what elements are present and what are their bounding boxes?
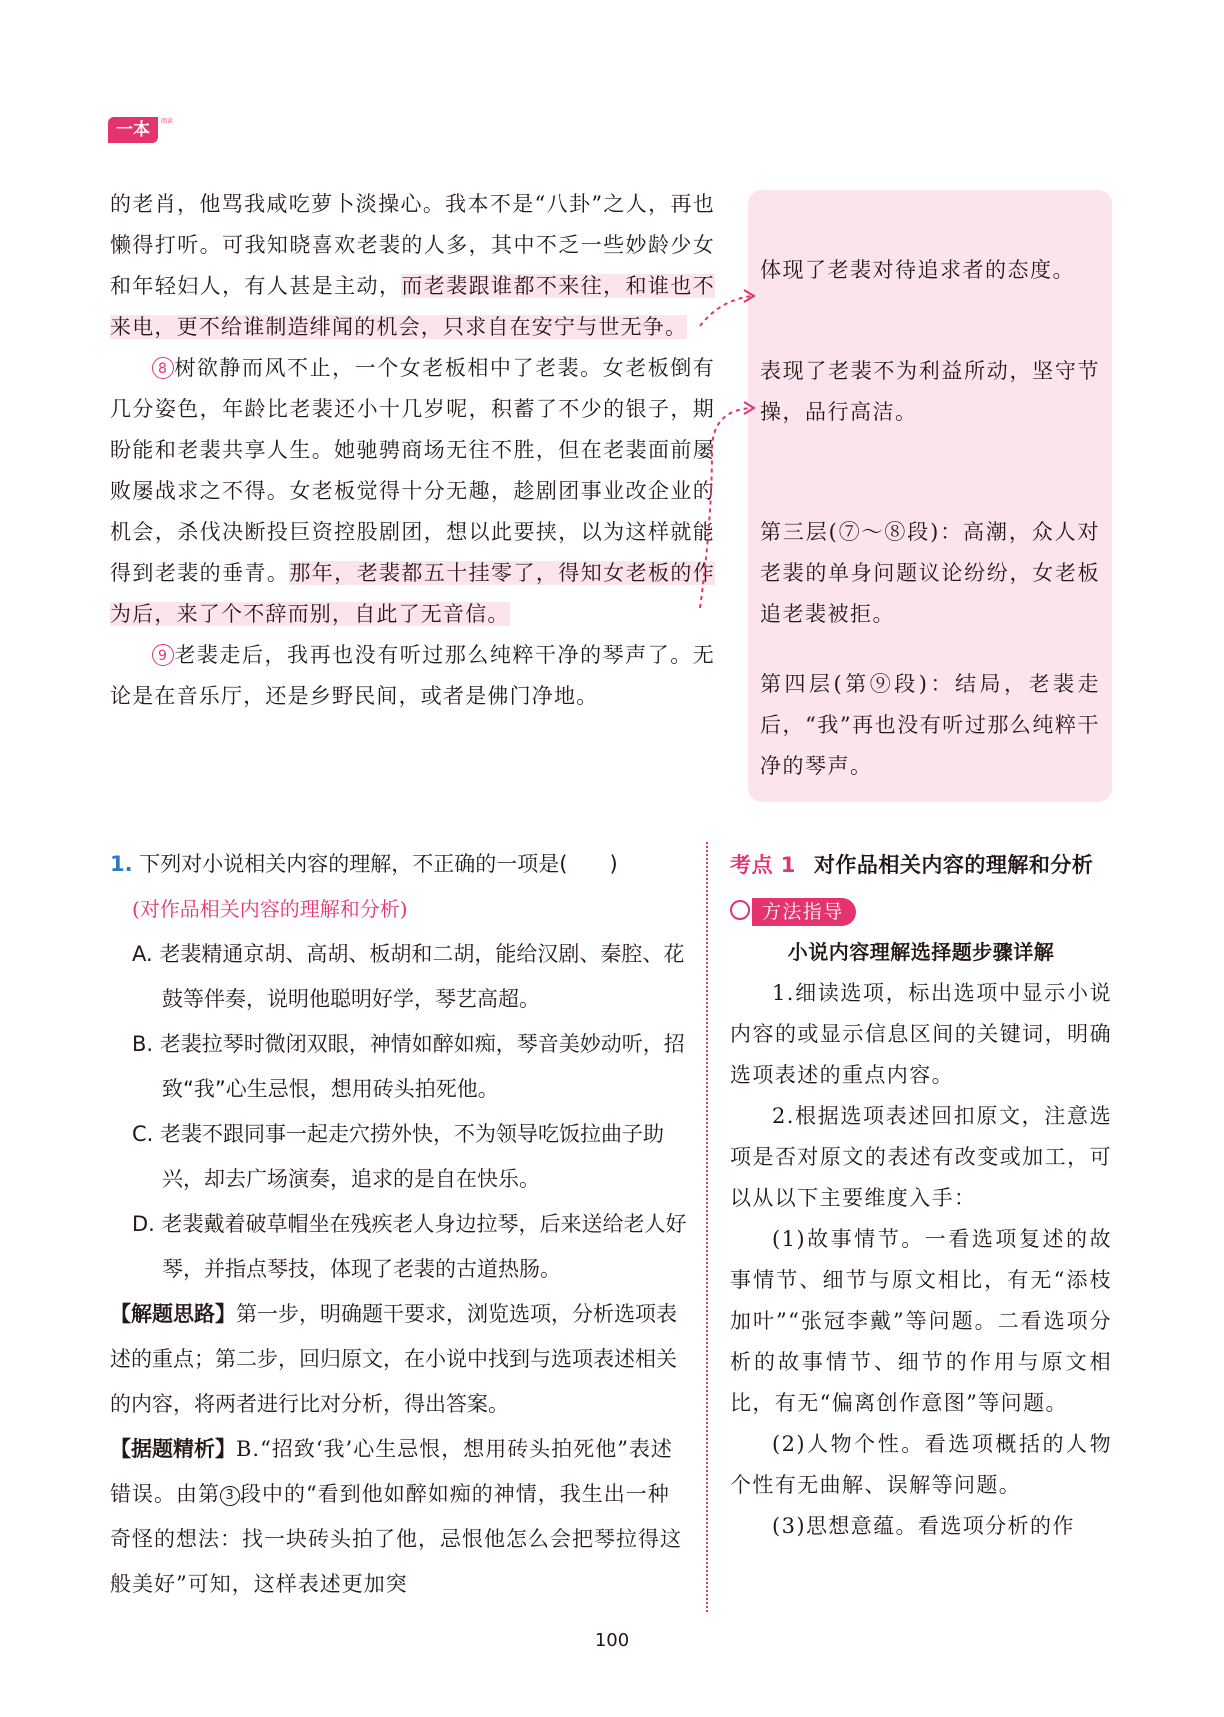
kaodian-label: 考点 1	[730, 853, 796, 877]
option-d: D. 老裴戴着破草帽坐在残疾老人身边拉琴，后来送给老人好琴，并指点琴技，体现了老裴的古道热肠。	[132, 1212, 687, 1281]
question-stem	[110, 842, 688, 887]
kaodian-heading	[730, 842, 1112, 888]
question-number: 1.	[110, 852, 133, 876]
annotation-note: 表现了老裴不为利益所动，坚守节操，品行高洁。	[760, 359, 1100, 424]
method-paragraph: 2.根据选项表述回扣原文，注意选项是否对原文的表述有改变或加工，可以从以下主要维度入手：	[730, 1104, 1112, 1210]
paragraph-text: 树欲静而风不止，一个女老板相中了老裴。女老板倒有几分姿色，年龄比老裴还小十几岁呢，积蓄了不少的银子，期盼能和老裴共享人生。她驰骋商场无往不胜，但在老裴面前屡败屡战求之不得。女老板觉得十分无趣，趁剧团事业改企业的机会，杀伐决断投巨资控股剧团，想以此要挟，以为这样就能得到老裴的垂青。	[110, 356, 715, 585]
analysis-section	[110, 1427, 688, 1607]
kaodian-title: 对作品相关内容的理解和分析	[813, 853, 1094, 877]
question-column	[110, 842, 688, 1607]
highlighted-text: 而老裴跟谁都不来往，和谁也不来电，更不给谁制造绯闻的机会，只求自在安宁与世无争。	[110, 274, 715, 339]
approach-section	[110, 1292, 688, 1427]
analysis-text: 段中的“看到他如醉如痴的神情，我生出一种奇怪的想法：找一块砖头拍了他，忌恨他怎么会把琴拉得这般美好”可知，这样表述更加突	[110, 1482, 682, 1596]
paragraph-number: 3	[220, 1486, 240, 1506]
question-stem-text: 下列对小说相关内容的理解，不正确的一项是( )	[139, 852, 618, 876]
method-badge-label: 方法指导	[762, 901, 844, 923]
option-b: B. 老裴拉琴时微闭双眼，神情如醉如痴，琴音美妙动听，招致“我”心生忌恨，想用砖头拍死他。	[132, 1032, 685, 1101]
highlighted-text: 那年，老裴都五十挂零了，得知女老板的作为后，来了个不辞而别，自此了无音信。	[110, 561, 715, 626]
paragraph-text: 的老肖，他骂我咸吃萝卜淡操心。我本不是“八卦”之人，再也懒得打听。可我知晓喜欢老裴的人多，其中不乏一些妙龄少女和年轻妇人，有人甚是主动，	[110, 192, 715, 298]
key-icon	[730, 900, 750, 920]
approach-label: 【解题思路】	[110, 1302, 236, 1326]
analysis-text: B.“招致‘我’心生忌恨，想用砖头拍死他”表述错误。由第	[110, 1437, 673, 1506]
option-a: A. 老裴精通京胡、高胡、板胡和二胡，能给汉剧、秦腔、花鼓等伴奏，说明他聪明好学，琴艺高超。	[132, 942, 685, 1011]
method-badge	[752, 898, 856, 926]
annotation-note: 第三层(⑦～⑧段)：高潮，众人对老裴的单身问题议论纷纷，女老板追老裴被拒。	[760, 520, 1100, 626]
annotation-arrow	[700, 408, 752, 608]
paragraph-number: 8	[152, 357, 174, 379]
annotation-note: 第四层(第⑨段)：结局，老裴走后，“我”再也没有听过那么纯粹干净的琴声。	[760, 672, 1100, 778]
annotation-note: 体现了老裴对待追求者的态度。	[760, 258, 1075, 282]
method-subtitle: 小说内容理解选择题步骤详解	[787, 940, 1055, 964]
question-topic-tag: (对作品相关内容的理解和分析)	[132, 897, 408, 921]
approach-text: 第一步，明确题干要求，浏览选项，分析选项表述的重点；第二步，回归原文，在小说中找到与选项表述相关的内容，将两者进行比对分析，得出答案。	[110, 1302, 677, 1416]
annotation-arrow	[700, 296, 752, 326]
method-paragraph: (2)人物个性。看选项概括的人物个性有无曲解、误解等问题。	[730, 1432, 1112, 1497]
brand-logo-side: 阅读	[161, 118, 174, 125]
method-column	[730, 842, 1112, 1547]
option-c: C. 老裴不跟同事一起走穴捞外快，不为领导吃饭拉曲子助兴，却去广场演奏，追求的是自在快乐。	[132, 1122, 665, 1191]
page-number: 100	[594, 1630, 630, 1651]
brand-logo: 一本	[108, 117, 158, 143]
method-paragraph: 1.细读选项，标出选项中显示小说内容的或显示信息区间的关键词，明确选项表述的重点内容。	[730, 981, 1112, 1087]
analysis-label: 【据题精析】	[110, 1437, 236, 1461]
method-paragraph: (3)思想意蕴。看选项分析的作	[772, 1514, 1075, 1538]
column-divider	[706, 842, 708, 1612]
paragraph-text: 老裴走后，我再也没有听过那么纯粹干净的琴声了。无论是在音乐厅，还是乡野民间，或者是佛门净地。	[110, 643, 715, 708]
method-paragraph: (1)故事情节。一看选项复述的故事情节、细节与原文相比，有无“添枝加叶”“张冠李戴”等问题。二看选项分析的故事情节、细节的作用与原文相比，有无“偏离创作意图”等问题。	[730, 1227, 1112, 1415]
paragraph-number: 9	[152, 644, 174, 666]
